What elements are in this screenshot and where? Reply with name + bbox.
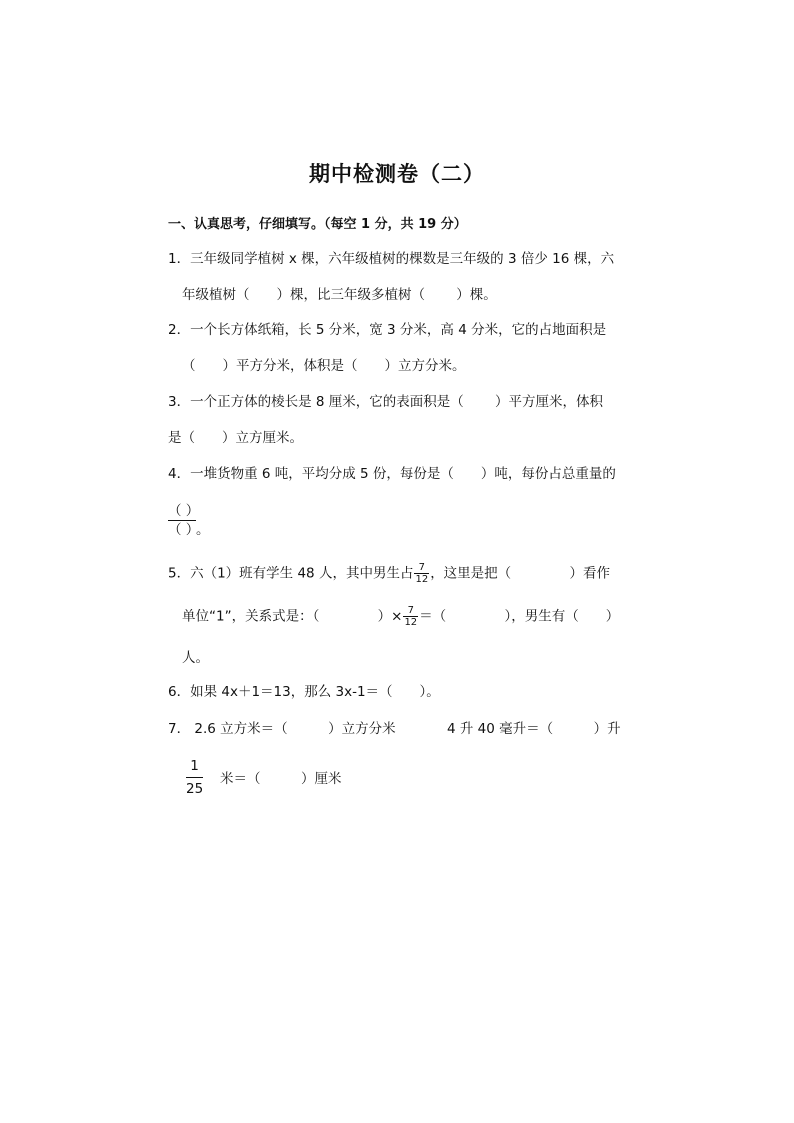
question-5-line-2	[182, 605, 619, 628]
question-4-fraction-blank	[168, 502, 210, 539]
page-title: 期中检测卷（二）	[309, 162, 485, 186]
fraction-seven-twelfths	[403, 605, 418, 628]
question-5-line-1	[168, 562, 610, 585]
question-5-text-a: 5．六（1）班有学生 48 人，其中男生占	[168, 565, 414, 582]
section-heading: 一、认真思考，仔细填写。（每空 1 分，共 19 分）	[168, 217, 467, 232]
question-5-text-c: 单位“1”，关系式是：（ ）×	[182, 608, 403, 625]
fraction-one-twenty-fifth	[186, 757, 203, 798]
question-5-line-3: 人。	[182, 650, 209, 666]
fraction-numerator: 7	[414, 562, 429, 574]
fraction-numerator: 1	[186, 757, 203, 778]
question-2-line-1: 2．一个长方体纸箱，长 5 分米，宽 3 分米，高 4 分米，它的占地面积是	[168, 322, 607, 338]
question-6: 6．如果 4x＋1＝13，那么 3x-1＝（ ）。	[168, 684, 440, 700]
question-3-line-2: 是（ ）立方厘米。	[168, 430, 303, 446]
question-4-end: 。	[196, 522, 210, 538]
question-1-line-2: 年级植树（ ）棵，比三年级多植树（ ）棵。	[182, 287, 497, 303]
question-7-line-1-a: 7． 2.6 立方米＝（ ）立方分米	[168, 721, 396, 737]
question-4-line-1: 4．一堆货物重 6 吨，平均分成 5 份，每份是（ ）吨，每份占总重量的	[168, 466, 616, 482]
fraction-denominator: 25	[186, 781, 204, 797]
question-7-line-2: 米＝（ ）厘米	[220, 771, 342, 787]
question-2-line-2: （ ）平方分米，体积是（ ）立方分米。	[182, 358, 466, 374]
fraction-numerator: 7	[403, 605, 418, 617]
fraction-seven-twelfths	[414, 562, 429, 585]
fraction-denominator: 12	[415, 574, 429, 585]
question-7-line-1-b: 4 升 40 毫升＝（ ）升	[447, 721, 621, 737]
fraction-denominator: 12	[404, 617, 418, 628]
question-1-line-1: 1．三年级同学植树 x 棵，六年级植树的棵数是三年级的 3 倍少 16 棵，六	[168, 251, 615, 267]
question-3-line-1: 3．一个正方体的棱长是 8 厘米，它的表面积是（ ）平方厘米，体积	[168, 394, 604, 410]
fraction-numerator-blank: （ ）	[168, 503, 200, 519]
fraction-denominator-blank: （ ）	[168, 522, 200, 538]
question-5-text-b: ，这里是把（ ）看作	[430, 565, 610, 582]
question-5-text-d: ＝（ ），男生有（ ）	[419, 608, 620, 625]
